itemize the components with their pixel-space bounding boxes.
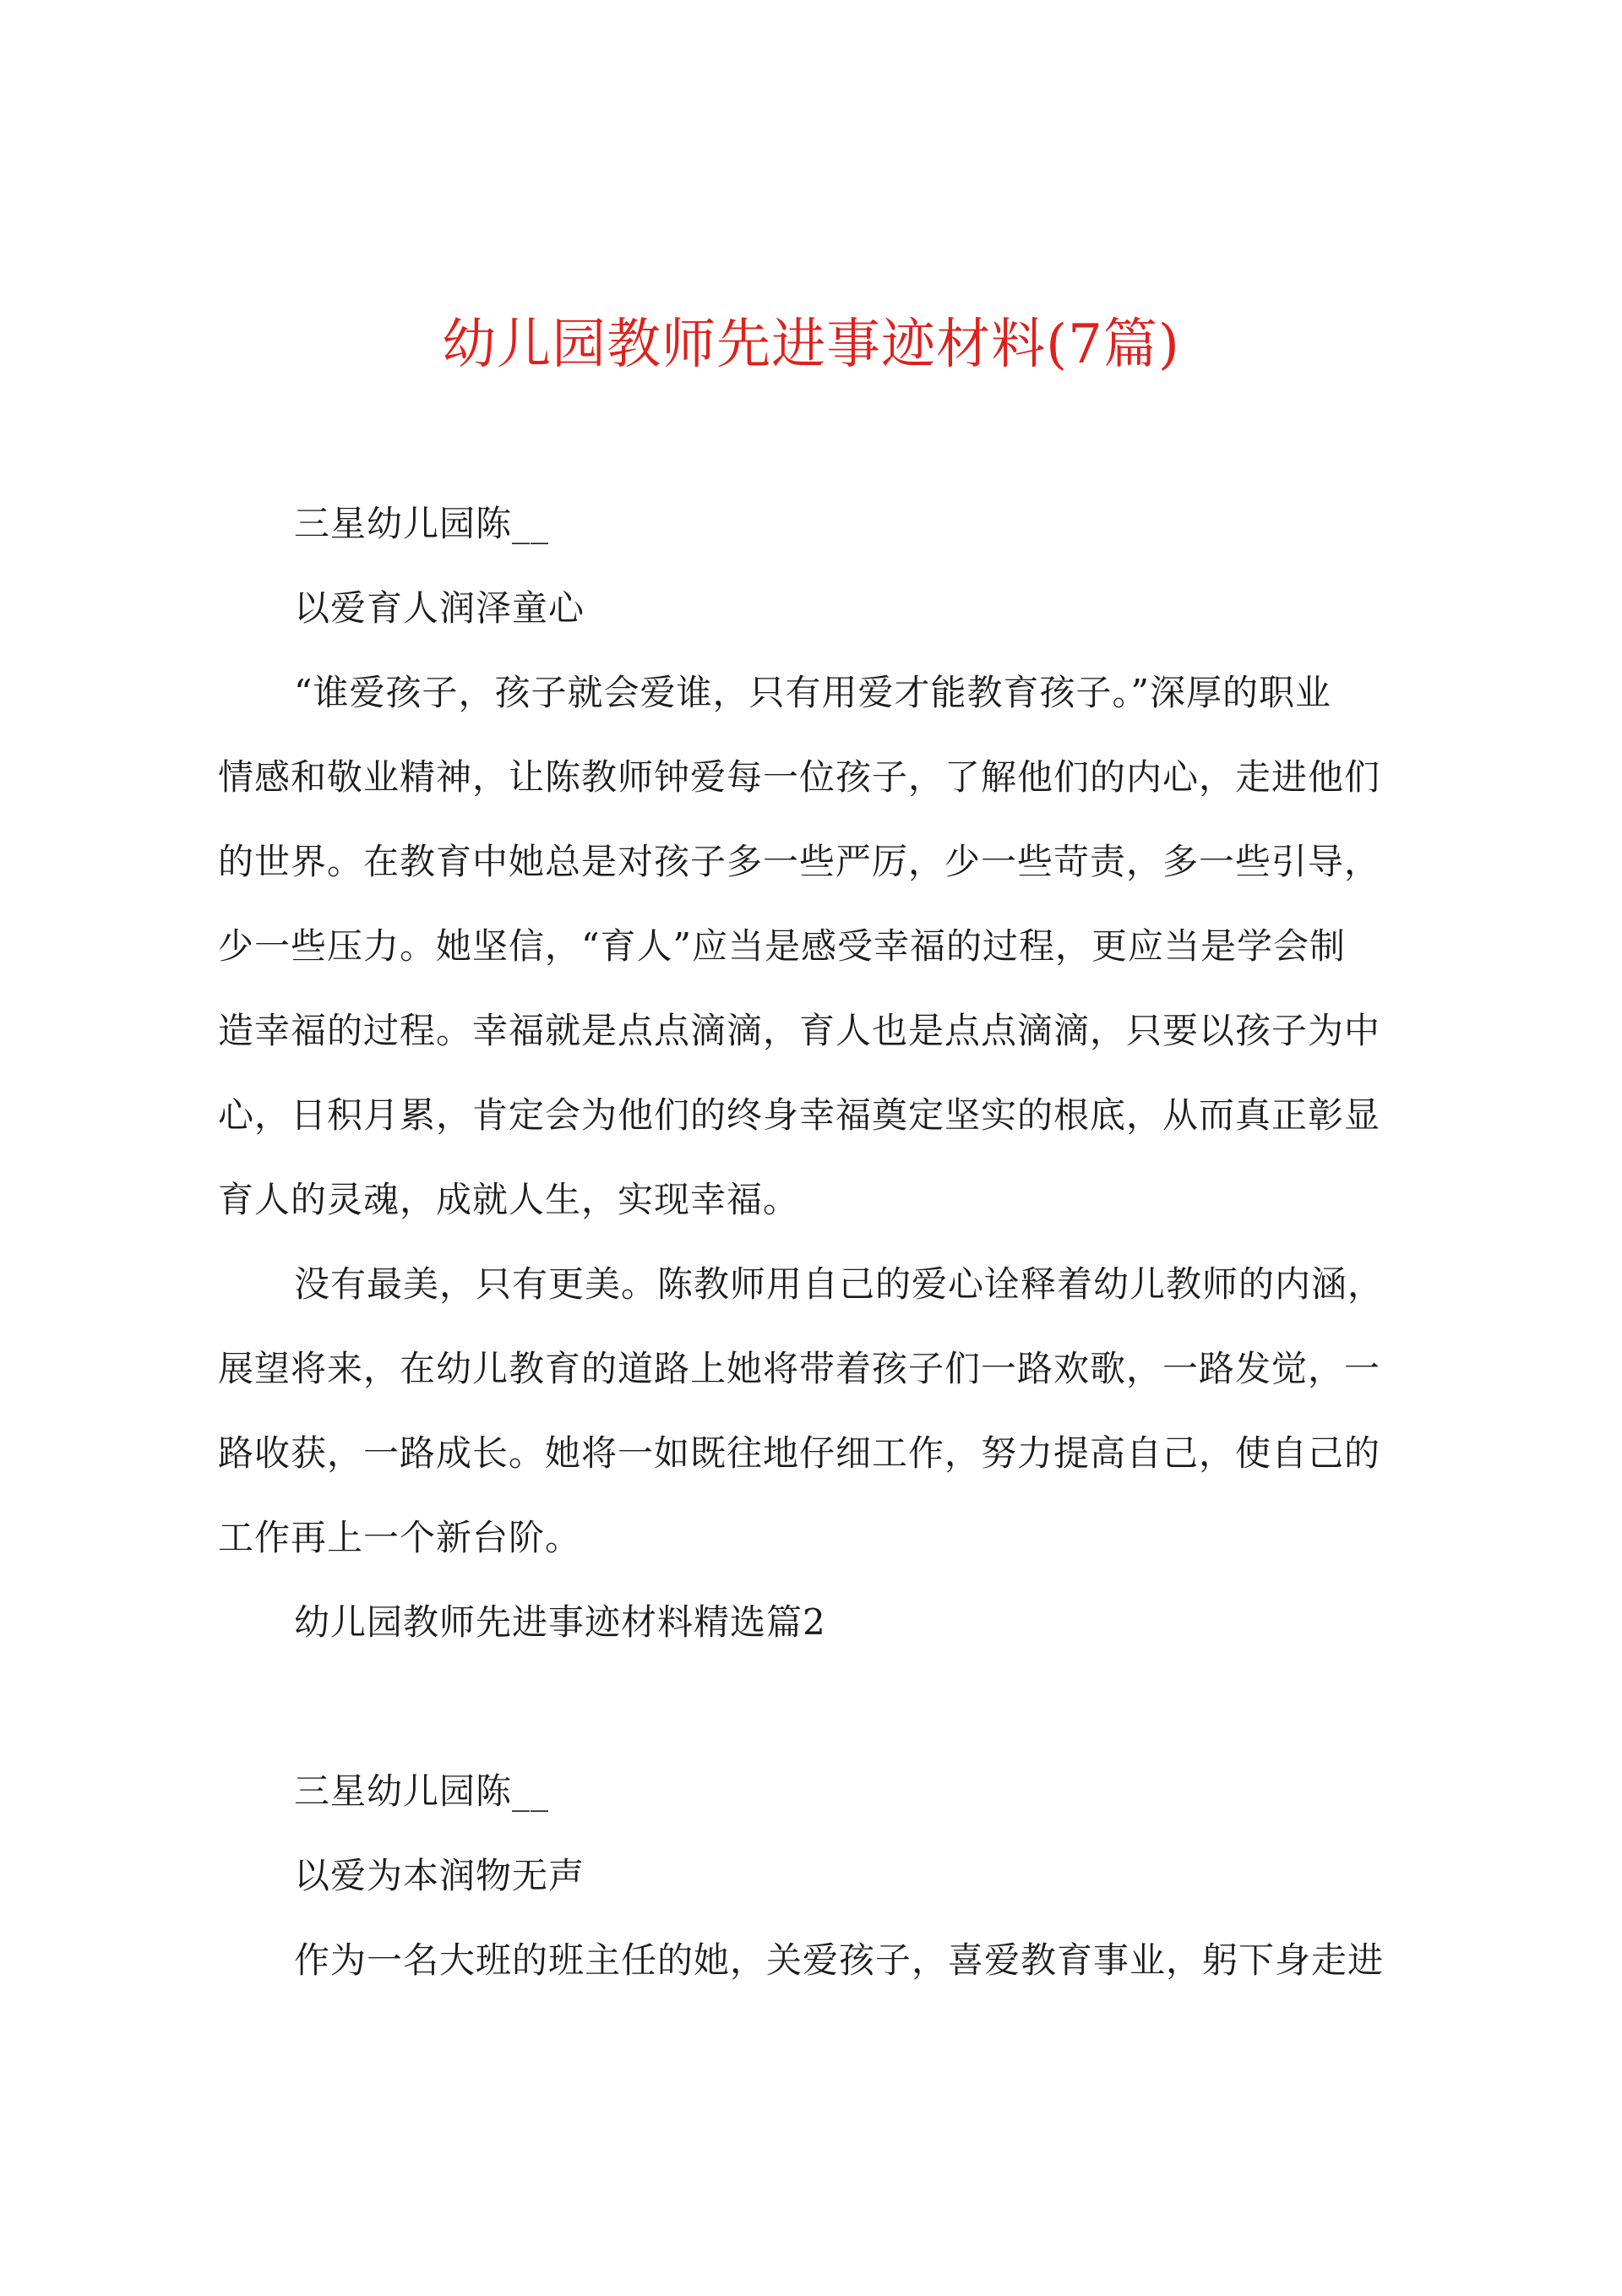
text-line: 展望将来，在幼儿教育的道路上她将带着孩子们一路欢歌，一路发觉，一 xyxy=(218,1348,1381,1389)
text-line: 造幸福的过程。幸福就是点点滴滴，育人也是点点滴滴，只要以孩子为中 xyxy=(218,1010,1381,1051)
text-line: 作为一名大班的班主任的她，关爱孩子，喜爱教育事业，躬下身走进 xyxy=(294,1939,1385,1981)
text-line: 三星幼儿园陈__ xyxy=(294,503,550,544)
text-line: 以爱为本润物无声 xyxy=(294,1855,585,1896)
text-line: 少一些压力。她坚信，“育人”应当是感受幸福的过程，更应当是学会制 xyxy=(218,925,1346,967)
text-line: 路收获，一路成长。她将一如既往地仔细工作，努力提高自己，使自己的 xyxy=(218,1432,1381,1474)
text-line: 工作再上一个新台阶。 xyxy=(218,1517,582,1558)
document-title: 幼儿园教师先进事迹材料(7篇) xyxy=(442,314,1180,376)
text-line: 以爱育人润泽童心 xyxy=(294,587,585,629)
text-line: 的世界。在教育中她总是对孩子多一些严厉，少一些苛责，多一些引导， xyxy=(218,841,1381,882)
text-line: 幼儿园教师先进事迹材料精选篇2 xyxy=(294,1601,826,1643)
text-line: 心，日积月累，肯定会为他们的终身幸福奠定坚实的根底，从而真正彰显 xyxy=(218,1094,1381,1136)
blank-line xyxy=(218,1665,1428,1749)
text-line: 没有最美，只有更美。陈教师用自己的爱心诠释着幼儿教师的内涵， xyxy=(294,1263,1385,1305)
text-line: 情感和敬业精神，让陈教师钟爱每一位孩子，了解他们的内心，走进他们 xyxy=(218,756,1381,798)
text-line: 育人的灵魂，成就人生，实现幸福。 xyxy=(218,1179,800,1220)
text-line: 三星幼儿园陈__ xyxy=(294,1770,550,1812)
document-body xyxy=(218,482,1428,2003)
text-line: “谁爱孩子，孩子就会爱谁，只有用爱才能教育孩子。”深厚的职业 xyxy=(294,672,1331,713)
